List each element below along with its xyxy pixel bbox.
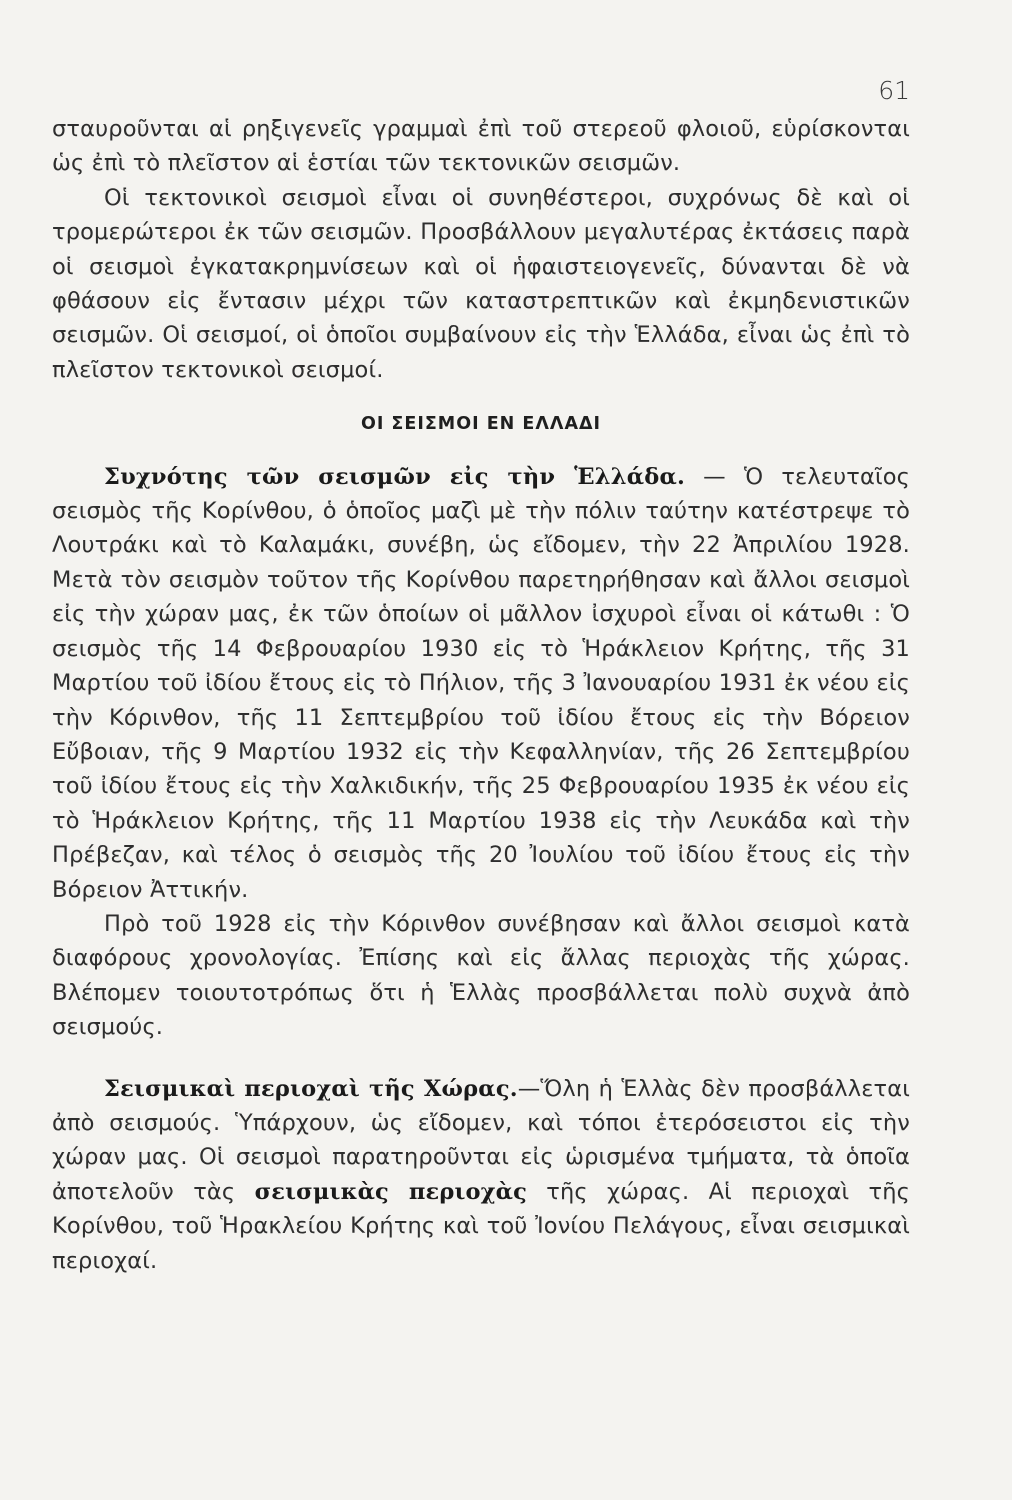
- paragraph-continuation: σταυροῦνται αἱ ρηξιγενεῖς γραμμαὶ ἐπὶ τοῦ στερεοῦ φλοιοῦ, εὑρίσκονται ὡς ἐπὶ τὸ πλεῖστον αἱ ἑστίαι τῶν τεκτονικῶν σεισμῶν.: [52, 116, 910, 177]
- regions-body-after: τῆς χώρας. Αἱ περιοχαὶ τῆς Κορίνθου, τοῦ Ἡρακλείου Κρήτης καὶ τοῦ Ἰονίου Πελάγους, εἶναι σεισμικαὶ περιοχαί.: [52, 1178, 910, 1274]
- paragraph-seismic-regions: [52, 1072, 910, 1278]
- regions-run-in-title: Σεισμικαὶ περιοχαὶ τῆς Χώρας.: [104, 1075, 518, 1102]
- page-number: 61: [878, 76, 910, 105]
- paragraph-frequency-conclusion: Πρὸ τοῦ 1928 εἰς τὴν Κόρινθον συνέβησαν καὶ ἄλλοι σεισμοὶ κατὰ διαφόρους χρονολογίας. Ἐπίσης καὶ εἰς ἄλλας περιοχὰς τῆς χώρας. Βλέπομεν τοιουτοτρόπως ὅτι ἡ Ἑλλὰς προσβάλλεται πολὺ συχνὰ ἀπὸ σεισμούς.: [52, 910, 910, 1041]
- frequency-dash: —: [685, 463, 744, 490]
- text-column: [52, 112, 910, 1278]
- paragraph-frequency: [52, 460, 910, 907]
- regions-emphasis-term: σεισμικὰς περιοχὰς: [254, 1178, 527, 1205]
- section-heading: ΟΙ ΣΕΙΣΜΟΙ ΕΝ ΕΛΛΑΔΙ: [360, 414, 602, 435]
- section-spacer: [52, 1045, 910, 1072]
- paragraph-tectonic-earthquakes: Οἱ τεκτονικοὶ σεισμοὶ εἶναι οἱ συνηθέστεροι, συχρόνως δὲ καὶ οἱ τρομερώτεροι ἐκ τῶν σεισμῶν. Προσβάλλουν μεγαλυτέρας ἐκτάσεις παρὰ οἱ σεισμοὶ ἐγκατακρημνίσεων καὶ οἱ ἡφαιστειογενεῖς, δύνανται δὲ νὰ φθάσουν εἰς ἔντασιν μέχρι τῶν καταστρεπτικῶν καὶ ἐκμηδενιστικῶν σεισμῶν. Οἱ σεισμοί, οἱ ὁποῖοι συμβαίνουν εἰς τὴν Ἑλλάδα, εἶναι ὡς ἐπὶ τὸ πλεῖστον τεκτονικοὶ σεισμοί.: [52, 184, 910, 383]
- regions-body-before: Ὅλη ἡ Ἑλλὰς δὲν προσβάλλεται ἀπὸ σεισμούς. Ὑπάρχουν, ὡς εἴδομεν, καὶ τόποι ἑτερόσειστοι εἰς τὴν χώραν μας. Οἱ σεισμοὶ παρατηροῦνται εἰς ὡρισμένα τμήματα, τὰ ὁποῖα ἀποτελοῦν τὰς: [52, 1075, 910, 1205]
- frequency-body: Ὁ τελευταῖος σεισμὸς τῆς Κορίνθου, ὁ ὁποῖος μαζὶ μὲ τὴν πόλιν ταύτην κατέστρεψε τὸ Λουτράκι καὶ τὸ Καλαμάκι, συνέβη, ὡς εἴδομεν, τὴν 22 Ἀπριλίου 1928. Μετὰ τὸν σεισμὸν τοῦτον τῆς Κορίνθου παρετηρήθησαν καὶ ἄλλοι σεισμοὶ εἰς τὴν χώραν μας, ἐκ τῶν ὁποίων οἱ μᾶλλον ἰσχυροὶ εἶναι οἱ κάτωθι : Ὁ σεισμὸς τῆς 14 Φεβρουαρίου 1930 εἰς τὸ Ἡράκλειον Κρήτης, τῆς 31 Μαρτίου τοῦ ἰδίου ἔτους εἰς τὸ Πήλιον, τῆς 3 Ἰανουαρίου 1931 ἐκ νέου εἰς τὴν Κόρινθον, τῆς 11 Σεπτεμβρίου τοῦ ἰδίου ἔτους εἰς τὴν Βόρειον Εὔβοιαν, τῆς 9 Μαρτίου 1932 εἰς τὴν Κεφαλληνίαν, τῆς 26 Σεπτεμβρίου τοῦ ἰδίου ἔτους εἰς τὴν Χαλκιδικήν, τῆς 25 Φεβρουαρίου 1935 ἐκ νέου εἰς τὸ Ἡράκλειον Κρήτης, τῆς 11 Μαρτίου 1938 εἰς τὴν Λευκάδα καὶ τὴν Πρέβεζαν, καὶ τέλος ὁ σεισμὸς τῆς 20 Ἰουλίου τοῦ ἰδίου ἔτους εἰς τὴν Βόρειον Ἀττικήν.: [52, 463, 911, 903]
- frequency-run-in-title: Συχνότης τῶν σεισμῶν εἰς τὴν Ἑλλάδα.: [104, 463, 685, 490]
- regions-dash: —: [517, 1075, 541, 1102]
